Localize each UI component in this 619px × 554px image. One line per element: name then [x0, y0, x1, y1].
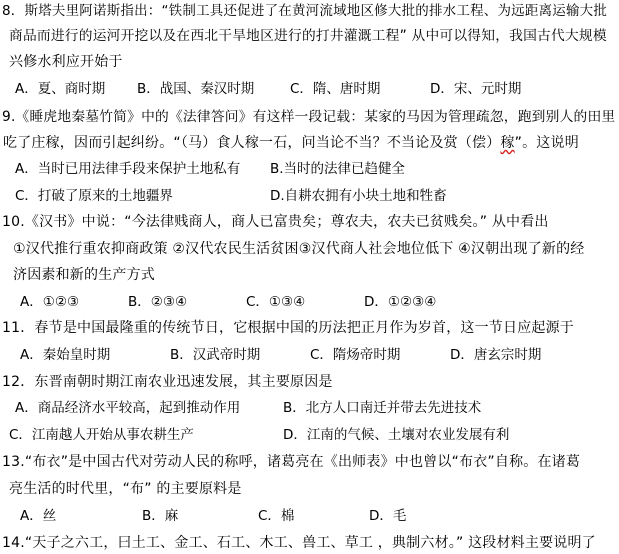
q9-stem-line-2-wavy-word: 稼: [500, 135, 515, 151]
q13-stem-line-2: 亮生活的时代里，“布” 的主要原料是: [9, 481, 242, 497]
q13-option-c: C．棉: [258, 508, 295, 524]
q13-option-a: A．丝: [20, 508, 57, 524]
q10-option-a: A．①②③: [20, 294, 80, 310]
q10-stem-line-2: ①汉代推行重农抑商政策 ②汉代农民生活贫困③汉代商人社会地位低下 ④汉朝出现了新的经: [13, 241, 585, 257]
q9-stem-line-2-part-c: ”。这说明: [514, 135, 579, 151]
q10-option-c: C．①③④: [246, 294, 306, 310]
q13-option-d: D．毛: [369, 508, 407, 524]
q8-stem-line-1: 8．斯塔夫里阿诺斯指出：“铁制工具还促进了在黄河流域地区修大批的排水工程、为远距离运输大批: [2, 3, 608, 19]
q9-option-b: B.当时的法律已趋健全: [270, 161, 406, 177]
q9-stem-line-2-part-a: 吃了庄稼，因而引起纠纷。“（马）食人稼一石，问当论不当？不当论及赏（偿）: [3, 135, 501, 151]
q12-option-a: A．商品经济水平较高，起到推动作用: [15, 400, 241, 416]
q10-option-b: B．②③④: [128, 294, 188, 310]
q8-option-a: A．夏、商时期: [15, 81, 106, 97]
q10-option-d: D．①②③④: [364, 294, 437, 310]
q12-option-d: D．江南的气候、土壤对农业发展有利: [283, 427, 510, 443]
q9-option-d: D.自耕农拥有小块土地和牲畜: [270, 188, 447, 204]
q8-stem-line-2: 商品而进行的运河开挖以及在西北干旱地区进行的打井灌溉工程” 从中可以得知，我国古代大规模: [9, 28, 607, 44]
q10-stem-line-3: 济因素和新的生产方式: [13, 267, 155, 283]
q12-stem-line-1: 12．东晋南朝时期江南农业迅速发展，其主要原因是: [2, 374, 333, 390]
q13-stem-line-1: 13.“布衣”是中国古代对劳动人民的称呼，诸葛亮在《出师表》中也曾以“布衣”自称。在诸葛: [2, 454, 581, 470]
q10-stem-line-1: 10.《汉书》中说：“今法律贱商人，商人已富贵矣；尊农夫，农夫已贫贱矣。” 从中看出: [2, 214, 549, 230]
q8-option-c: C．隋、唐时期: [290, 81, 381, 97]
q11-option-c: C．隋炀帝时期: [310, 347, 401, 363]
q9-option-c: C．打破了原来的土地疆界: [15, 188, 173, 204]
q11-option-d: D．唐玄宗时期: [450, 347, 542, 363]
q9-option-a: A．当时已用法律手段来保护土地私有: [15, 161, 241, 177]
q9-stem-line-2: [3, 134, 579, 152]
q12-option-c: C．江南越人开始从事农耕生产: [9, 427, 194, 443]
q12-option-b: B．北方人口南迁并带去先进技术: [283, 400, 482, 416]
q8-stem-line-3: 兴修水利应开始于: [9, 54, 123, 70]
q13-option-b: B．麻: [142, 508, 179, 524]
q11-option-b: B．汉武帝时期: [170, 347, 261, 363]
q8-option-b: B．战国、秦汉时期: [137, 81, 255, 97]
q8-option-d: D．宋、元时期: [430, 81, 522, 97]
q11-option-a: A．秦始皇时期: [20, 347, 111, 363]
q14-stem-line-1: 14.“天子之六工，曰土工、金工、石工、木工、兽工、草工 ，典制六材。” 这段材料主要说明了: [2, 535, 596, 551]
q11-stem-line-1: 11．春节是中国最隆重的传统节日，它根据中国的历法把正月作为岁首，这一节日应起源于: [2, 320, 575, 336]
q9-stem-line-1: 9.《睡虎地秦墓竹简》中的《法律答问》有这样一段记载：某家的马因为管理疏忽，跑到别人的田里: [2, 109, 616, 125]
